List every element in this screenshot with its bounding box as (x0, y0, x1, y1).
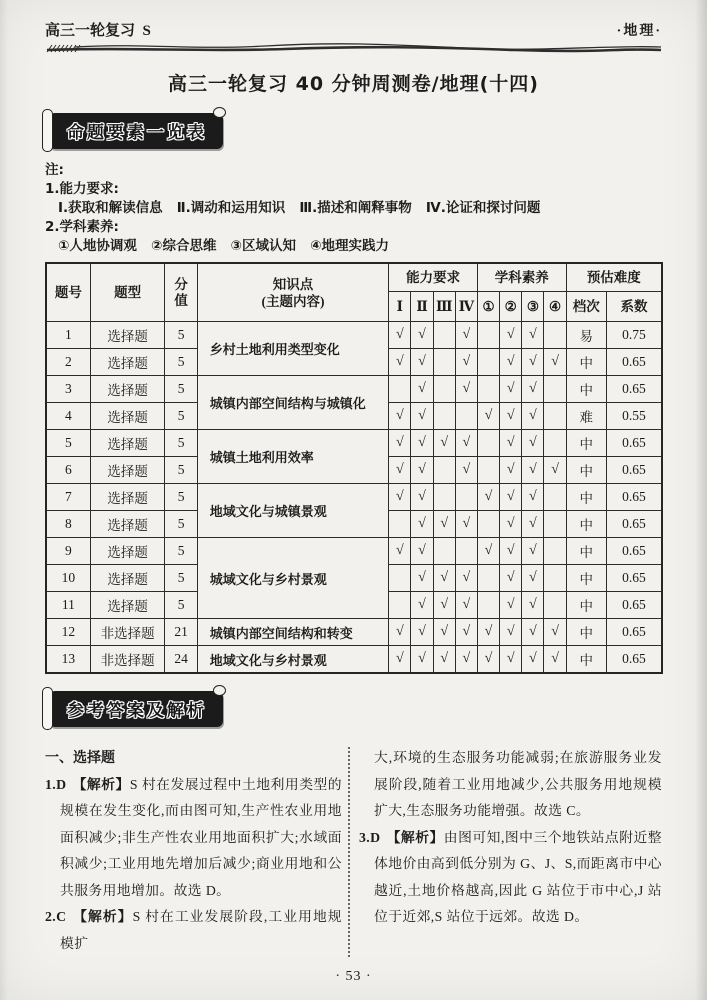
banner-title: 命题要素一览表 (67, 123, 207, 143)
cell-question-type: 选择题 (90, 484, 165, 511)
cell-difficulty-coef: 0.65 (606, 376, 662, 403)
corner-curl-icon (213, 107, 226, 118)
scroll-curl-icon (42, 109, 53, 152)
cell-check: √ (477, 619, 499, 646)
cell-check: √ (500, 511, 522, 538)
cell-check (477, 430, 499, 457)
cell-check (544, 511, 566, 538)
table-row (46, 376, 662, 403)
cell-check: √ (389, 430, 411, 457)
col-header-ability-2: Ⅱ (411, 292, 433, 322)
cell-question-type: 选择题 (90, 592, 165, 619)
cell-knowledge-point: 城镇土地利用效率 (197, 430, 389, 484)
answers-section (45, 745, 662, 957)
cell-check (477, 511, 499, 538)
cell-difficulty-level: 中 (566, 592, 606, 619)
cell-check: √ (500, 484, 522, 511)
note-literacy-items: ①人地协调观 ②综合思维 ③区域认知 ④地理实践力 (58, 238, 390, 254)
cell-check (433, 484, 455, 511)
col-header-literacy-1: ① (477, 292, 499, 322)
cell-check: √ (411, 592, 433, 619)
col-header-difficulty-group: 预估难度 (566, 263, 662, 292)
cell-question-no: 3 (46, 376, 90, 403)
cell-difficulty-coef: 0.65 (606, 538, 662, 565)
cell-question-type: 选择题 (90, 565, 165, 592)
cell-check (544, 403, 566, 430)
answer-item-2 (45, 904, 342, 957)
cell-difficulty-coef: 0.65 (606, 592, 662, 619)
cell-check: √ (389, 538, 411, 565)
banner-answers-analysis (49, 691, 223, 727)
cell-check (544, 322, 566, 349)
scroll-curl-icon (42, 687, 53, 730)
cell-check: √ (411, 565, 433, 592)
table-header-row (46, 263, 662, 292)
cell-difficulty-level: 中 (566, 619, 606, 646)
cell-check: √ (411, 511, 433, 538)
cell-difficulty-level: 中 (566, 457, 606, 484)
table-row (46, 538, 662, 565)
cell-check (389, 511, 411, 538)
note-label: 注: (45, 162, 64, 178)
cell-check: √ (500, 646, 522, 674)
cell-check (455, 403, 477, 430)
cell-question-type: 非选择题 (90, 619, 165, 646)
knowledge-header-line2: (主题内容) (261, 293, 325, 309)
score-header-text: 分值 (174, 276, 188, 308)
col-header-literacy-4: ④ (544, 292, 566, 322)
cell-check: √ (544, 619, 566, 646)
cell-difficulty-coef: 0.65 (606, 511, 662, 538)
cell-check: √ (544, 457, 566, 484)
cell-check (544, 565, 566, 592)
page-header (45, 16, 662, 40)
cell-difficulty-level: 中 (566, 376, 606, 403)
cell-check: √ (500, 349, 522, 376)
cell-question-no: 8 (46, 511, 90, 538)
answer-item-2-continuation (374, 745, 662, 825)
cell-difficulty-coef: 0.55 (606, 403, 662, 430)
table-row (46, 484, 662, 511)
cell-check: √ (455, 430, 477, 457)
cell-check: √ (411, 457, 433, 484)
cell-check: √ (544, 646, 566, 674)
column-divider (348, 747, 350, 957)
cell-check (477, 565, 499, 592)
answer-text: 由图可知,图中三个地铁站点附近整体地价由高到低分别为 G、J、S,而距离市中心越近,土地价格越高,因此 G 站位于市中心,J 站位于近郊,S 站位于远郊。故选 D。 (374, 829, 662, 924)
cell-question-type: 选择题 (90, 322, 165, 349)
cell-score: 5 (165, 457, 197, 484)
col-header-ability-3: Ⅲ (433, 292, 455, 322)
cell-check (544, 430, 566, 457)
cell-check: √ (455, 457, 477, 484)
cell-check: √ (522, 403, 544, 430)
cell-question-no: 2 (46, 349, 90, 376)
cell-difficulty-level: 中 (566, 646, 606, 674)
cell-check: √ (522, 511, 544, 538)
cell-difficulty-coef: 0.65 (606, 430, 662, 457)
cell-check (477, 349, 499, 376)
cell-difficulty-level: 中 (566, 349, 606, 376)
col-header-coefficient: 系数 (606, 292, 662, 322)
answers-column-right (359, 745, 662, 957)
cell-check: √ (522, 538, 544, 565)
cell-question-no: 9 (46, 538, 90, 565)
page-title: 高三一轮复习 40 分钟周测卷/地理(十四) (168, 73, 539, 95)
table-row (46, 322, 662, 349)
cell-check (544, 376, 566, 403)
cell-score: 5 (165, 592, 197, 619)
notes-block (45, 161, 662, 256)
cell-check: √ (389, 403, 411, 430)
cell-check: √ (389, 619, 411, 646)
answer-item-1 (45, 772, 342, 905)
col-header-knowledge (197, 263, 389, 322)
cell-knowledge-point: 地域文化与城镇景观 (197, 484, 389, 538)
cell-knowledge-point: 城域文化与乡村景观 (197, 538, 389, 619)
cell-score: 5 (165, 403, 197, 430)
col-header-ability-group: 能力要求 (389, 263, 478, 292)
scan-edge-left (0, 0, 8, 1000)
note-ability-title: 1.能力要求: (45, 181, 119, 197)
cell-check: √ (455, 349, 477, 376)
cell-check (389, 592, 411, 619)
cell-check: √ (389, 457, 411, 484)
table-row (46, 619, 662, 646)
banner-elements-overview (49, 113, 223, 149)
cell-check: √ (411, 430, 433, 457)
cell-knowledge-point: 城镇内部空间结构与城镇化 (197, 376, 389, 430)
cell-check: √ (433, 646, 455, 674)
cell-check: √ (455, 511, 477, 538)
cell-check: √ (500, 403, 522, 430)
cell-check (455, 484, 477, 511)
cell-question-type: 选择题 (90, 403, 165, 430)
cell-check: √ (411, 349, 433, 376)
cell-difficulty-coef: 0.65 (606, 565, 662, 592)
exam-analysis-table (45, 262, 663, 674)
cell-check: √ (500, 619, 522, 646)
cell-check: √ (455, 592, 477, 619)
cell-score: 5 (165, 349, 197, 376)
cell-difficulty-level: 中 (566, 430, 606, 457)
cell-difficulty-coef: 0.65 (606, 457, 662, 484)
cell-score: 5 (165, 322, 197, 349)
cell-check: √ (522, 376, 544, 403)
cell-check: √ (389, 646, 411, 674)
cell-check: √ (433, 430, 455, 457)
cell-check: √ (411, 619, 433, 646)
header-rule (45, 42, 662, 54)
header-right-text: ·地理· (616, 24, 662, 39)
cell-difficulty-level: 中 (566, 565, 606, 592)
cell-check: √ (522, 646, 544, 674)
cell-check: √ (433, 592, 455, 619)
cell-difficulty-coef: 0.75 (606, 322, 662, 349)
answers-heading: 一、选择题 (45, 750, 115, 766)
table-row (46, 646, 662, 674)
cell-check: √ (500, 322, 522, 349)
cell-check: √ (544, 349, 566, 376)
cell-question-no: 13 (46, 646, 90, 674)
analysis-tag: 【解析】 (72, 776, 130, 792)
cell-check (477, 592, 499, 619)
answer-label: 3.D (359, 829, 381, 845)
col-header-score (165, 263, 197, 322)
cell-difficulty-coef: 0.65 (606, 484, 662, 511)
answer-item-3 (359, 825, 662, 931)
cell-check (389, 565, 411, 592)
cell-check: √ (411, 322, 433, 349)
answer-label: 2.C (45, 909, 67, 924)
cell-question-type: 选择题 (90, 430, 165, 457)
cell-score: 5 (165, 511, 197, 538)
cell-question-type: 选择题 (90, 538, 165, 565)
cell-check: √ (455, 619, 477, 646)
cell-check (433, 376, 455, 403)
col-header-level: 档次 (566, 292, 606, 322)
cell-check: √ (389, 322, 411, 349)
cell-score: 5 (165, 484, 197, 511)
analysis-tag: 【解析】 (386, 829, 444, 845)
cell-check (455, 538, 477, 565)
cell-question-type: 非选择题 (90, 646, 165, 674)
cell-check: √ (477, 484, 499, 511)
cell-question-type: 选择题 (90, 511, 165, 538)
cell-check: √ (500, 457, 522, 484)
cell-check: √ (411, 376, 433, 403)
cell-check: √ (477, 646, 499, 674)
cell-check: √ (522, 322, 544, 349)
cell-check (544, 484, 566, 511)
cell-check: √ (477, 403, 499, 430)
cell-question-no: 5 (46, 430, 90, 457)
cell-check (433, 349, 455, 376)
cell-check: √ (411, 538, 433, 565)
cell-knowledge-point: 地域文化与乡村景观 (197, 646, 389, 674)
cell-check: √ (522, 430, 544, 457)
cell-score: 5 (165, 430, 197, 457)
cell-score: 5 (165, 538, 197, 565)
cell-check: √ (433, 565, 455, 592)
cell-difficulty-level: 中 (566, 484, 606, 511)
cell-check: √ (522, 349, 544, 376)
cell-score: 5 (165, 376, 197, 403)
cell-check: √ (389, 349, 411, 376)
cell-check: √ (500, 376, 522, 403)
cell-check: √ (500, 430, 522, 457)
cell-knowledge-point: 乡村土地利用类型变化 (197, 322, 389, 376)
cell-check (477, 376, 499, 403)
cell-check (433, 457, 455, 484)
cell-check: √ (500, 565, 522, 592)
cell-check: √ (389, 484, 411, 511)
cell-question-no: 4 (46, 403, 90, 430)
cell-check: √ (455, 376, 477, 403)
answer-text: S 村在工业发展阶段,工业用地规模扩 (60, 909, 342, 951)
cell-question-type: 选择题 (90, 376, 165, 403)
cell-difficulty-level: 难 (566, 403, 606, 430)
cell-check: √ (455, 565, 477, 592)
cell-question-no: 12 (46, 619, 90, 646)
cell-check: √ (455, 646, 477, 674)
col-header-ability-4: Ⅳ (455, 292, 477, 322)
cell-check (544, 592, 566, 619)
table-row (46, 430, 662, 457)
cell-check: √ (522, 484, 544, 511)
cell-score: 21 (165, 619, 197, 646)
cell-check: √ (522, 565, 544, 592)
cell-check: √ (411, 646, 433, 674)
cell-check (433, 403, 455, 430)
cell-difficulty-level: 易 (566, 322, 606, 349)
cell-knowledge-point: 城镇内部空间结构和转变 (197, 619, 389, 646)
corner-curl-icon (213, 685, 226, 696)
cell-score: 5 (165, 565, 197, 592)
col-header-ability-1: Ⅰ (389, 292, 411, 322)
cell-check (389, 376, 411, 403)
cell-question-no: 1 (46, 322, 90, 349)
cell-check: √ (433, 619, 455, 646)
col-header-question-type: 题型 (90, 263, 165, 322)
knowledge-header-line1: 知识点 (272, 276, 314, 292)
cell-check: √ (433, 511, 455, 538)
cell-check (477, 457, 499, 484)
cell-difficulty-coef: 0.65 (606, 619, 662, 646)
cell-score: 24 (165, 646, 197, 674)
header-left-text: 高三一轮复习 S (45, 23, 151, 39)
cell-check: √ (500, 538, 522, 565)
note-ability-items: Ⅰ.获取和解读信息 Ⅱ.调动和运用知识 Ⅲ.描述和阐释事物 Ⅳ.论证和探讨问题 (58, 200, 541, 216)
cell-question-no: 6 (46, 457, 90, 484)
col-header-literacy-3: ③ (522, 292, 544, 322)
cell-check (433, 538, 455, 565)
cell-question-type: 选择题 (90, 349, 165, 376)
cell-check: √ (411, 403, 433, 430)
cell-question-no: 7 (46, 484, 90, 511)
cell-check: √ (522, 592, 544, 619)
cell-check: √ (522, 457, 544, 484)
cell-check: √ (500, 592, 522, 619)
cell-difficulty-coef: 0.65 (606, 646, 662, 674)
answer-text: 大,环境的生态服务功能减弱;在旅游服务业发展阶段,随着工业用地减少,公共服务用地规模扩大,生态服务功能增强。故选 C。 (374, 750, 662, 818)
answer-label: 1.D (45, 776, 67, 792)
cell-difficulty-level: 中 (566, 511, 606, 538)
cell-check: √ (411, 484, 433, 511)
banner-title: 参考答案及解析 (67, 701, 207, 721)
answers-column-left (45, 745, 342, 957)
cell-check (433, 322, 455, 349)
cell-check: √ (477, 538, 499, 565)
note-literacy-title: 2.学科素养: (45, 219, 119, 235)
col-header-literacy-group: 学科素养 (477, 263, 566, 292)
scan-edge-right (695, 0, 707, 1000)
cell-difficulty-level: 中 (566, 538, 606, 565)
cell-difficulty-coef: 0.65 (606, 349, 662, 376)
page-number: · 53 · (335, 969, 372, 984)
answer-text: S 村在发展过程中土地利用类型的规模在发生变化,而由图可知,生产性农业用地面积减少;非生产性农业用地面积扩大;水域面积减少;工业用地先增加后减少;商业用地和公共服务用地增加。故选 D。 (60, 776, 342, 898)
cell-check (544, 538, 566, 565)
cell-question-no: 10 (46, 565, 90, 592)
col-header-question-no: 题号 (46, 263, 90, 322)
cell-question-no: 11 (46, 592, 90, 619)
analysis-tag: 【解析】 (72, 909, 133, 924)
col-header-literacy-2: ② (500, 292, 522, 322)
cell-check: √ (455, 322, 477, 349)
cell-check: √ (522, 619, 544, 646)
cell-check (477, 322, 499, 349)
cell-question-type: 选择题 (90, 457, 165, 484)
